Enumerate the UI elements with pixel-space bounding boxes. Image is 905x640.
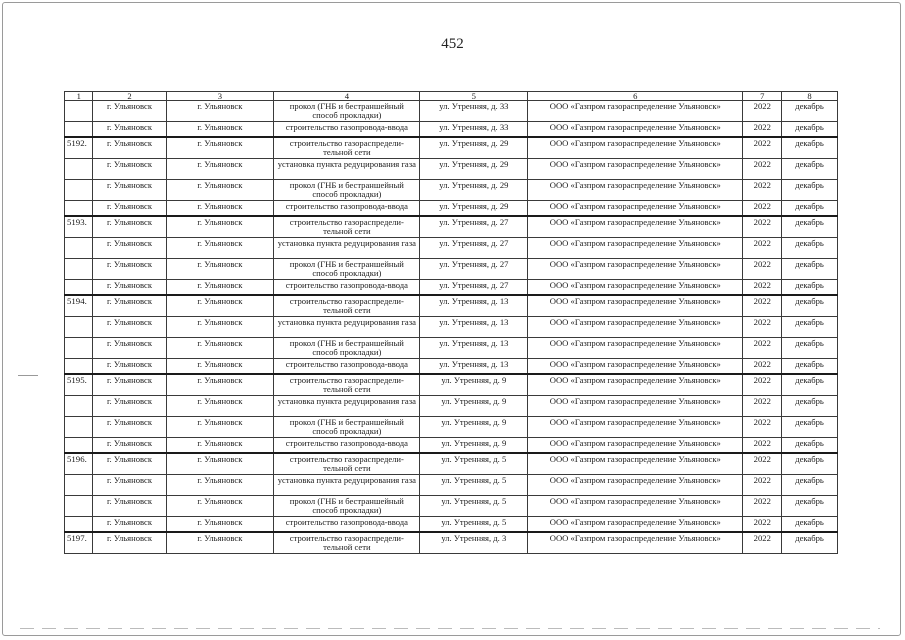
row-number bbox=[65, 280, 93, 296]
city-cell: г. Ульяновск bbox=[93, 259, 166, 280]
table-row bbox=[65, 201, 838, 217]
work-type-cell: установка пункта редуцирования газа bbox=[274, 238, 420, 259]
city-cell: г. Ульяновск bbox=[93, 396, 166, 417]
month-cell: декабрь bbox=[782, 159, 838, 180]
row-number bbox=[65, 417, 93, 438]
address-cell: ул. Утренняя, д. 29 bbox=[420, 180, 528, 201]
table-row bbox=[65, 238, 838, 259]
registry-table-body bbox=[65, 92, 838, 554]
page-number: 452 bbox=[441, 36, 464, 52]
table-row bbox=[65, 280, 838, 296]
year-cell: 2022 bbox=[743, 238, 782, 259]
address-cell: ул. Утренняя, д. 3 bbox=[420, 532, 528, 554]
year-cell: 2022 bbox=[743, 180, 782, 201]
address-cell: ул. Утренняя, д. 33 bbox=[420, 101, 528, 122]
settlement-cell: г. Ульяновск bbox=[166, 396, 274, 417]
year-cell: 2022 bbox=[743, 475, 782, 496]
settlement-cell: г. Ульяновск bbox=[166, 317, 274, 338]
row-number bbox=[65, 259, 93, 280]
address-cell: ул. Утренняя, д. 5 bbox=[420, 517, 528, 533]
row-number bbox=[65, 396, 93, 417]
organization-cell: ООО «Газпром газораспределение Ульяновск» bbox=[528, 438, 743, 454]
address-cell: ул. Утренняя, д. 9 bbox=[420, 417, 528, 438]
organization-cell: ООО «Газпром газораспределение Ульяновск» bbox=[528, 496, 743, 517]
organization-cell: ООО «Газпром газораспределение Ульяновск» bbox=[528, 295, 743, 317]
work-type-cell: строительство газораспредели-тельной сети bbox=[274, 453, 420, 475]
year-cell: 2022 bbox=[743, 517, 782, 533]
organization-cell: ООО «Газпром газораспределение Ульяновск» bbox=[528, 201, 743, 217]
city-cell: г. Ульяновск bbox=[93, 216, 166, 238]
work-type-cell: прокол (ГНБ и бестраншейный способ прокладки) bbox=[274, 417, 420, 438]
settlement-cell: г. Ульяновск bbox=[166, 517, 274, 533]
settlement-cell: г. Ульяновск bbox=[166, 438, 274, 454]
table-row bbox=[65, 122, 838, 138]
year-cell: 2022 bbox=[743, 101, 782, 122]
year-cell: 2022 bbox=[743, 417, 782, 438]
row-number bbox=[65, 159, 93, 180]
city-cell: г. Ульяновск bbox=[93, 201, 166, 217]
organization-cell: ООО «Газпром газораспределение Ульяновск» bbox=[528, 453, 743, 475]
work-type-cell: строительство газопровода-ввода bbox=[274, 201, 420, 217]
settlement-cell: г. Ульяновск bbox=[166, 417, 274, 438]
organization-cell: ООО «Газпром газораспределение Ульяновск» bbox=[528, 532, 743, 554]
year-cell: 2022 bbox=[743, 396, 782, 417]
work-type-cell: установка пункта редуцирования газа bbox=[274, 475, 420, 496]
month-cell: декабрь bbox=[782, 496, 838, 517]
settlement-cell: г. Ульяновск bbox=[166, 259, 274, 280]
organization-cell: ООО «Газпром газораспределение Ульяновск» bbox=[528, 374, 743, 396]
settlement-cell: г. Ульяновск bbox=[166, 238, 274, 259]
city-cell: г. Ульяновск bbox=[93, 417, 166, 438]
work-type-cell: строительство газораспредели-тельной сети bbox=[274, 532, 420, 554]
work-type-cell: строительство газораспредели-тельной сети bbox=[274, 374, 420, 396]
table-row bbox=[65, 359, 838, 375]
table-row bbox=[65, 338, 838, 359]
address-cell: ул. Утренняя, д. 29 bbox=[420, 159, 528, 180]
header-cell-4: 4 bbox=[274, 92, 420, 101]
table-row bbox=[65, 438, 838, 454]
year-cell: 2022 bbox=[743, 532, 782, 554]
work-type-cell: установка пункта редуцирования газа bbox=[274, 317, 420, 338]
row-number bbox=[65, 180, 93, 201]
year-cell: 2022 bbox=[743, 137, 782, 159]
organization-cell: ООО «Газпром газораспределение Ульяновск» bbox=[528, 180, 743, 201]
year-cell: 2022 bbox=[743, 295, 782, 317]
address-cell: ул. Утренняя, д. 29 bbox=[420, 201, 528, 217]
organization-cell: ООО «Газпром газораспределение Ульяновск» bbox=[528, 396, 743, 417]
month-cell: декабрь bbox=[782, 438, 838, 454]
work-type-cell: строительство газопровода-ввода bbox=[274, 122, 420, 138]
settlement-cell: г. Ульяновск bbox=[166, 180, 274, 201]
row-number bbox=[65, 338, 93, 359]
city-cell: г. Ульяновск bbox=[93, 238, 166, 259]
city-cell: г. Ульяновск bbox=[93, 122, 166, 138]
table-row bbox=[65, 295, 838, 317]
address-cell: ул. Утренняя, д. 33 bbox=[420, 122, 528, 138]
work-type-cell: прокол (ГНБ и бестраншейный способ прокладки) bbox=[274, 496, 420, 517]
row-number bbox=[65, 201, 93, 217]
settlement-cell: г. Ульяновск bbox=[166, 159, 274, 180]
address-cell: ул. Утренняя, д. 13 bbox=[420, 317, 528, 338]
city-cell: г. Ульяновск bbox=[93, 517, 166, 533]
organization-cell: ООО «Газпром газораспределение Ульяновск» bbox=[528, 517, 743, 533]
table-header-row bbox=[65, 92, 838, 101]
settlement-cell: г. Ульяновск bbox=[166, 101, 274, 122]
organization-cell: ООО «Газпром газораспределение Ульяновск» bbox=[528, 359, 743, 375]
organization-cell: ООО «Газпром газораспределение Ульяновск» bbox=[528, 475, 743, 496]
row-number: 5196. bbox=[65, 453, 93, 475]
row-number bbox=[65, 317, 93, 338]
address-cell: ул. Утренняя, д. 5 bbox=[420, 475, 528, 496]
year-cell: 2022 bbox=[743, 317, 782, 338]
settlement-cell: г. Ульяновск bbox=[166, 201, 274, 217]
settlement-cell: г. Ульяновск bbox=[166, 532, 274, 554]
month-cell: декабрь bbox=[782, 216, 838, 238]
year-cell: 2022 bbox=[743, 374, 782, 396]
month-cell: декабрь bbox=[782, 317, 838, 338]
header-cell-1: 1 bbox=[65, 92, 93, 101]
table-row bbox=[65, 159, 838, 180]
organization-cell: ООО «Газпром газораспределение Ульяновск» bbox=[528, 137, 743, 159]
row-number bbox=[65, 438, 93, 454]
month-cell: декабрь bbox=[782, 295, 838, 317]
settlement-cell: г. Ульяновск bbox=[166, 295, 274, 317]
row-number: 5197. bbox=[65, 532, 93, 554]
address-cell: ул. Утренняя, д. 27 bbox=[420, 259, 528, 280]
table-row bbox=[65, 137, 838, 159]
city-cell: г. Ульяновск bbox=[93, 475, 166, 496]
settlement-cell: г. Ульяновск bbox=[166, 216, 274, 238]
organization-cell: ООО «Газпром газораспределение Ульяновск» bbox=[528, 280, 743, 296]
work-type-cell: прокол (ГНБ и бестраншейный способ прокладки) bbox=[274, 101, 420, 122]
row-number bbox=[65, 238, 93, 259]
year-cell: 2022 bbox=[743, 496, 782, 517]
year-cell: 2022 bbox=[743, 201, 782, 217]
month-cell: декабрь bbox=[782, 280, 838, 296]
month-cell: декабрь bbox=[782, 517, 838, 533]
city-cell: г. Ульяновск bbox=[93, 496, 166, 517]
organization-cell: ООО «Газпром газораспределение Ульяновск» bbox=[528, 338, 743, 359]
work-type-cell: строительство газораспредели-тельной сети bbox=[274, 137, 420, 159]
header-cell-7: 7 bbox=[743, 92, 782, 101]
organization-cell: ООО «Газпром газораспределение Ульяновск» bbox=[528, 216, 743, 238]
year-cell: 2022 bbox=[743, 122, 782, 138]
address-cell: ул. Утренняя, д. 9 bbox=[420, 396, 528, 417]
settlement-cell: г. Ульяновск bbox=[166, 359, 274, 375]
address-cell: ул. Утренняя, д. 27 bbox=[420, 238, 528, 259]
month-cell: декабрь bbox=[782, 137, 838, 159]
year-cell: 2022 bbox=[743, 216, 782, 238]
month-cell: декабрь bbox=[782, 359, 838, 375]
month-cell: декабрь bbox=[782, 180, 838, 201]
address-cell: ул. Утренняя, д. 27 bbox=[420, 216, 528, 238]
header-cell-8: 8 bbox=[782, 92, 838, 101]
settlement-cell: г. Ульяновск bbox=[166, 475, 274, 496]
address-cell: ул. Утренняя, д. 13 bbox=[420, 359, 528, 375]
work-type-cell: установка пункта редуцирования газа bbox=[274, 159, 420, 180]
row-number bbox=[65, 359, 93, 375]
settlement-cell: г. Ульяновск bbox=[166, 374, 274, 396]
table-row bbox=[65, 475, 838, 496]
month-cell: декабрь bbox=[782, 374, 838, 396]
table-row bbox=[65, 317, 838, 338]
month-cell: декабрь bbox=[782, 101, 838, 122]
row-number bbox=[65, 496, 93, 517]
header-cell-6: 6 bbox=[528, 92, 743, 101]
city-cell: г. Ульяновск bbox=[93, 374, 166, 396]
table-row bbox=[65, 496, 838, 517]
organization-cell: ООО «Газпром газораспределение Ульяновск» bbox=[528, 317, 743, 338]
address-cell: ул. Утренняя, д. 5 bbox=[420, 496, 528, 517]
year-cell: 2022 bbox=[743, 159, 782, 180]
month-cell: декабрь bbox=[782, 238, 838, 259]
month-cell: декабрь bbox=[782, 532, 838, 554]
scan-artifact-line bbox=[20, 628, 880, 629]
settlement-cell: г. Ульяновск bbox=[166, 122, 274, 138]
work-type-cell: прокол (ГНБ и бестраншейный способ прокладки) bbox=[274, 259, 420, 280]
work-type-cell: прокол (ГНБ и бестраншейный способ прокладки) bbox=[274, 180, 420, 201]
settlement-cell: г. Ульяновск bbox=[166, 496, 274, 517]
city-cell: г. Ульяновск bbox=[93, 359, 166, 375]
work-type-cell: строительство газораспредели-тельной сети bbox=[274, 295, 420, 317]
city-cell: г. Ульяновск bbox=[93, 280, 166, 296]
address-cell: ул. Утренняя, д. 9 bbox=[420, 438, 528, 454]
table-row bbox=[65, 180, 838, 201]
month-cell: декабрь bbox=[782, 453, 838, 475]
city-cell: г. Ульяновск bbox=[93, 317, 166, 338]
work-type-cell: прокол (ГНБ и бестраншейный способ прокладки) bbox=[274, 338, 420, 359]
settlement-cell: г. Ульяновск bbox=[166, 338, 274, 359]
city-cell: г. Ульяновск bbox=[93, 295, 166, 317]
organization-cell: ООО «Газпром газораспределение Ульяновск» bbox=[528, 101, 743, 122]
work-type-cell: строительство газопровода-ввода bbox=[274, 359, 420, 375]
settlement-cell: г. Ульяновск bbox=[166, 280, 274, 296]
organization-cell: ООО «Газпром газораспределение Ульяновск» bbox=[528, 122, 743, 138]
work-type-cell: установка пункта редуцирования газа bbox=[274, 396, 420, 417]
scan-edge-mark bbox=[18, 375, 38, 376]
year-cell: 2022 bbox=[743, 453, 782, 475]
city-cell: г. Ульяновск bbox=[93, 101, 166, 122]
row-number: 5195. bbox=[65, 374, 93, 396]
city-cell: г. Ульяновск bbox=[93, 180, 166, 201]
table-row bbox=[65, 517, 838, 533]
year-cell: 2022 bbox=[743, 259, 782, 280]
row-number bbox=[65, 122, 93, 138]
row-number: 5192. bbox=[65, 137, 93, 159]
settlement-cell: г. Ульяновск bbox=[166, 453, 274, 475]
city-cell: г. Ульяновск bbox=[93, 159, 166, 180]
header-cell-3: 3 bbox=[166, 92, 274, 101]
year-cell: 2022 bbox=[743, 438, 782, 454]
table-row bbox=[65, 453, 838, 475]
table-row bbox=[65, 216, 838, 238]
table-row bbox=[65, 532, 838, 554]
organization-cell: ООО «Газпром газораспределение Ульяновск» bbox=[528, 159, 743, 180]
year-cell: 2022 bbox=[743, 280, 782, 296]
address-cell: ул. Утренняя, д. 13 bbox=[420, 295, 528, 317]
row-number: 5194. bbox=[65, 295, 93, 317]
city-cell: г. Ульяновск bbox=[93, 137, 166, 159]
address-cell: ул. Утренняя, д. 29 bbox=[420, 137, 528, 159]
city-cell: г. Ульяновск bbox=[93, 453, 166, 475]
row-number bbox=[65, 101, 93, 122]
registry-table bbox=[64, 91, 838, 554]
city-cell: г. Ульяновск bbox=[93, 438, 166, 454]
header-cell-5: 5 bbox=[420, 92, 528, 101]
city-cell: г. Ульяновск bbox=[93, 532, 166, 554]
header-cell-2: 2 bbox=[93, 92, 166, 101]
month-cell: декабрь bbox=[782, 396, 838, 417]
address-cell: ул. Утренняя, д. 13 bbox=[420, 338, 528, 359]
row-number bbox=[65, 475, 93, 496]
work-type-cell: строительство газопровода-ввода bbox=[274, 280, 420, 296]
row-number: 5193. bbox=[65, 216, 93, 238]
address-cell: ул. Утренняя, д. 9 bbox=[420, 374, 528, 396]
organization-cell: ООО «Газпром газораспределение Ульяновск» bbox=[528, 417, 743, 438]
month-cell: декабрь bbox=[782, 417, 838, 438]
address-cell: ул. Утренняя, д. 27 bbox=[420, 280, 528, 296]
table-row bbox=[65, 259, 838, 280]
year-cell: 2022 bbox=[743, 338, 782, 359]
work-type-cell: строительство газопровода-ввода bbox=[274, 438, 420, 454]
settlement-cell: г. Ульяновск bbox=[166, 137, 274, 159]
city-cell: г. Ульяновск bbox=[93, 338, 166, 359]
month-cell: декабрь bbox=[782, 122, 838, 138]
table-row bbox=[65, 101, 838, 122]
organization-cell: ООО «Газпром газораспределение Ульяновск» bbox=[528, 259, 743, 280]
month-cell: декабрь bbox=[782, 259, 838, 280]
row-number bbox=[65, 517, 93, 533]
month-cell: декабрь bbox=[782, 338, 838, 359]
table-row bbox=[65, 374, 838, 396]
month-cell: декабрь bbox=[782, 201, 838, 217]
address-cell: ул. Утренняя, д. 5 bbox=[420, 453, 528, 475]
work-type-cell: строительство газораспредели-тельной сети bbox=[274, 216, 420, 238]
month-cell: декабрь bbox=[782, 475, 838, 496]
organization-cell: ООО «Газпром газораспределение Ульяновск» bbox=[528, 238, 743, 259]
year-cell: 2022 bbox=[743, 359, 782, 375]
work-type-cell: строительство газопровода-ввода bbox=[274, 517, 420, 533]
table-row bbox=[65, 396, 838, 417]
table-row bbox=[65, 417, 838, 438]
